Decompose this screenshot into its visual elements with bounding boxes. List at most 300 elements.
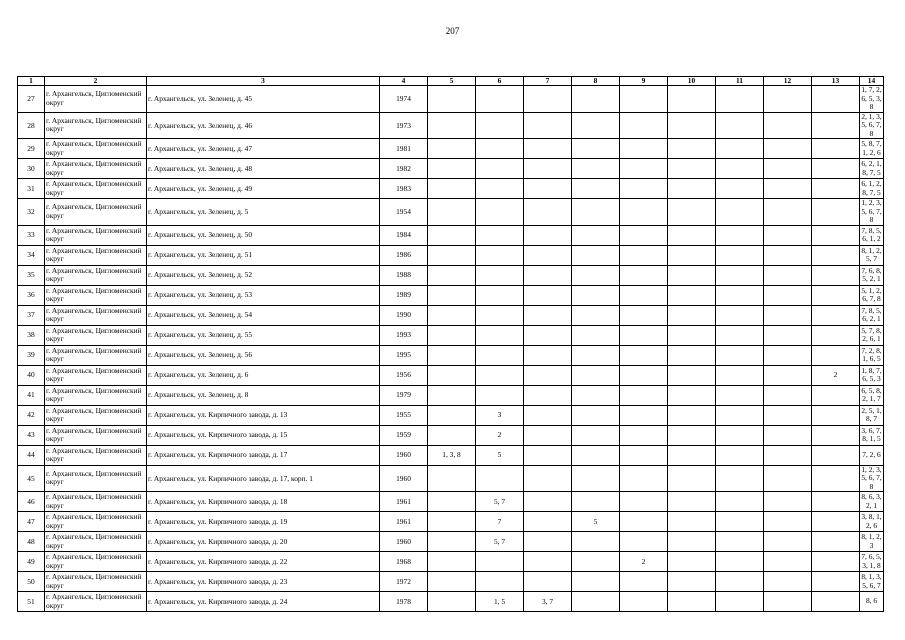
col9-cell (620, 245, 668, 265)
address-cell: г. Архангельск, ул. Зеленец, д. 54 (147, 305, 380, 325)
address-cell: г. Архангельск, ул. Кирпичного завода, д. 24 (147, 592, 380, 612)
col5-cell (428, 492, 476, 512)
col14-cell: 8, 1, 2, 3 (861, 532, 882, 550)
col8-cell (572, 445, 620, 465)
col9-cell (620, 179, 668, 199)
col11-cell (716, 265, 764, 285)
col11-cell (716, 445, 764, 465)
table-row (18, 265, 884, 285)
col13-cell: 2 (812, 365, 860, 385)
col7-cell (524, 245, 572, 265)
district-cell: г. Архангельск, Цигломенский округ (45, 199, 147, 226)
page-number: 207 (445, 26, 460, 36)
district-cell: г. Архангельск, Цигломенский округ (45, 365, 147, 385)
row-number: 46 (18, 492, 45, 512)
col14-cell: 3, 8, 1, 2, 6 (861, 512, 882, 530)
col9-cell (620, 265, 668, 285)
col8-cell (572, 139, 620, 159)
col11-cell (716, 385, 764, 405)
col10-cell (668, 345, 716, 365)
col10-cell (668, 245, 716, 265)
register-table (17, 76, 884, 612)
col6-cell: 5, 7 (476, 492, 524, 512)
col8-cell: 5 (572, 512, 620, 532)
col5-cell (428, 225, 476, 245)
col5-cell (428, 159, 476, 179)
col6-cell (476, 465, 524, 492)
col14-cell: 8, 6 (860, 592, 884, 612)
col6-cell (476, 86, 524, 113)
col9-cell (620, 385, 668, 405)
col6-cell: 2 (476, 425, 524, 445)
col7-cell (524, 179, 572, 199)
col11-cell (716, 139, 764, 159)
col9-cell (620, 139, 668, 159)
col11-cell (716, 405, 764, 425)
col8-cell (572, 305, 620, 325)
year-cell: 1973 (380, 112, 428, 139)
col7-cell (524, 139, 572, 159)
col8-cell (572, 225, 620, 245)
col11-cell (716, 492, 764, 512)
address-cell: г. Архангельск, ул. Зеленец, д. 52 (147, 265, 380, 285)
row-number: 38 (18, 325, 45, 345)
col6-cell (476, 345, 524, 365)
year-cell: 1955 (380, 405, 428, 425)
district-cell: г. Архангельск, Цигломенский округ (45, 112, 147, 139)
col14-cell: 8, 6, 3, 2, 1 (861, 492, 882, 510)
district-cell: г. Архангельск, Цигломенский округ (45, 285, 147, 305)
year-cell: 1979 (380, 385, 428, 405)
year-cell: 1959 (380, 425, 428, 445)
district-cell: г. Архангельск, Цигломенский округ (45, 532, 147, 552)
col10-cell (668, 225, 716, 245)
col14-cell: 7, 2, 6 (860, 445, 884, 465)
col10-cell (668, 265, 716, 285)
col10-cell (668, 465, 716, 492)
col12-cell (764, 365, 812, 385)
table-row (18, 405, 884, 425)
col6-cell (476, 385, 524, 405)
col11-cell (716, 305, 764, 325)
col5-cell (428, 465, 476, 492)
col8-cell (572, 345, 620, 365)
col6-cell (476, 552, 524, 572)
col10-cell (668, 512, 716, 532)
district-cell: г. Архангельск, Цигломенский округ (45, 465, 147, 492)
col12-cell (764, 325, 812, 345)
col5-cell (428, 112, 476, 139)
address-cell: г. Архангельск, ул. Кирпичного завода, д. 19 (147, 512, 380, 532)
district-cell: г. Архангельск, Цигломенский округ (45, 159, 147, 179)
year-cell: 1954 (380, 199, 428, 226)
col6-cell: 3 (476, 405, 524, 425)
col8-cell (572, 265, 620, 285)
year-cell: 1995 (380, 345, 428, 365)
col13-cell (812, 305, 860, 325)
col14-cell: 8, 1, 2, 5, 7 (861, 245, 882, 264)
address-cell: г. Архангельск, ул. Зеленец, д. 45 (147, 86, 380, 113)
col13-cell (812, 405, 860, 425)
col13-cell (812, 492, 860, 512)
col9-cell (620, 325, 668, 345)
col5-cell (428, 325, 476, 345)
col7-cell (524, 265, 572, 285)
row-number: 49 (18, 552, 45, 572)
col6-cell (476, 305, 524, 325)
col14-cell: 7, 8, 5, 6, 2, 1 (861, 305, 882, 324)
address-cell: г. Архангельск, ул. Кирпичного завода, д. 17, корп. 1 (147, 465, 380, 492)
col13-cell (812, 532, 860, 552)
col8-cell (572, 112, 620, 139)
col5-cell (428, 552, 476, 572)
table-row (18, 305, 884, 325)
col9-cell (620, 532, 668, 552)
col8-cell (572, 285, 620, 305)
col7-cell (524, 385, 572, 405)
col14-cell: 6, 2, 1, 8, 7, 5 (861, 159, 882, 177)
col5-cell: 1, 3, 8 (428, 445, 476, 465)
col10-cell (668, 425, 716, 445)
year-cell: 1961 (380, 512, 428, 532)
col9-cell (620, 405, 668, 425)
col6-cell: 1, 5 (476, 592, 524, 612)
col5-cell (428, 285, 476, 305)
table-row (18, 112, 884, 139)
col10-cell (668, 572, 716, 592)
col10-cell (668, 385, 716, 405)
year-cell: 1982 (380, 159, 428, 179)
col5-cell (428, 245, 476, 265)
col5-cell (428, 199, 476, 226)
column-header-3: 3 (147, 77, 380, 86)
col5-cell (428, 86, 476, 113)
year-cell: 1968 (380, 552, 428, 572)
col8-cell (572, 592, 620, 612)
address-cell: г. Архангельск, ул. Зеленец, д. 47 (147, 139, 380, 159)
col13-cell (812, 285, 860, 305)
row-number: 41 (18, 385, 45, 405)
district-cell: г. Архангельск, Цигломенский округ (45, 552, 147, 572)
col14-cell: 2, 1, 3, 5, 6, 7, 8 (861, 112, 882, 138)
row-number: 30 (18, 159, 45, 179)
col13-cell (812, 179, 860, 199)
row-number: 40 (18, 365, 45, 385)
col13-cell (812, 139, 860, 159)
col12-cell (764, 405, 812, 425)
col12-cell (764, 139, 812, 159)
col5-cell (428, 139, 476, 159)
col9-cell (620, 425, 668, 445)
row-number: 36 (18, 285, 45, 305)
column-header-4: 4 (380, 77, 428, 86)
address-cell: г. Архангельск, ул. Зеленец, д. 8 (147, 385, 380, 405)
col7-cell (524, 325, 572, 345)
col13-cell (812, 385, 860, 405)
col9-cell (620, 199, 668, 226)
district-cell: г. Архангельск, Цигломенский округ (45, 345, 147, 365)
col8-cell (572, 199, 620, 226)
col13-cell (812, 112, 860, 139)
col12-cell (764, 245, 812, 265)
col11-cell (716, 512, 764, 532)
address-cell: г. Архангельск, ул. Зеленец, д. 51 (147, 245, 380, 265)
row-number: 50 (18, 572, 45, 592)
district-cell: г. Архангельск, Цигломенский округ (45, 225, 147, 245)
col11-cell (716, 425, 764, 445)
col13-cell (812, 512, 860, 532)
table-row (18, 465, 884, 492)
col9-cell (620, 512, 668, 532)
col8-cell (572, 179, 620, 199)
col13-cell (812, 265, 860, 285)
table-row (18, 385, 884, 405)
column-header-9: 9 (620, 77, 668, 86)
address-cell: г. Архангельск, ул. Зеленец, д. 49 (147, 179, 380, 199)
year-cell: 1986 (380, 245, 428, 265)
column-header-5: 5 (428, 77, 476, 86)
year-cell: 1960 (380, 445, 428, 465)
col7-cell (524, 465, 572, 492)
col9-cell (620, 159, 668, 179)
col10-cell (668, 445, 716, 465)
col6-cell (476, 572, 524, 592)
col10-cell (668, 199, 716, 226)
col11-cell (716, 245, 764, 265)
row-number: 33 (18, 225, 45, 245)
col11-cell (716, 572, 764, 592)
row-number: 37 (18, 305, 45, 325)
col14-cell: 7, 6, 8, 5, 2, 1 (861, 265, 882, 284)
year-cell: 1984 (380, 225, 428, 245)
col11-cell (716, 86, 764, 113)
address-cell: г. Архангельск, ул. Кирпичного завода, д. 22 (147, 552, 380, 572)
table-row (18, 365, 884, 385)
col9-cell (620, 492, 668, 512)
table-row (18, 225, 884, 245)
col12-cell (764, 225, 812, 245)
col11-cell (716, 225, 764, 245)
col12-cell (764, 492, 812, 512)
col12-cell (764, 512, 812, 532)
table-row (18, 325, 884, 345)
address-cell: г. Архангельск, ул. Кирпичного завода, д. 23 (147, 572, 380, 592)
address-cell: г. Архангельск, ул. Зеленец, д. 56 (147, 345, 380, 365)
col9-cell (620, 112, 668, 139)
col7-cell (524, 425, 572, 445)
table-row (18, 552, 884, 572)
table-row (18, 86, 884, 113)
col12-cell (764, 445, 812, 465)
col14-cell: 1, 8, 7, 6, 5, 3 (861, 365, 882, 384)
row-number: 29 (18, 139, 45, 159)
col10-cell (668, 365, 716, 385)
col12-cell (764, 199, 812, 226)
col14-cell: 7, 2, 8, 1, 6, 5 (861, 345, 882, 364)
col14-cell: 8, 1, 3, 5, 6, 7 (861, 572, 882, 590)
col13-cell (812, 592, 860, 612)
col6-cell (476, 139, 524, 159)
year-cell: 1960 (380, 532, 428, 552)
table-body (18, 86, 884, 612)
col10-cell (668, 179, 716, 199)
address-cell: г. Архангельск, ул. Кирпичного завода, д. 20 (147, 532, 380, 552)
col12-cell (764, 345, 812, 365)
address-cell: г. Архангельск, ул. Зеленец, д. 6 (147, 365, 380, 385)
col7-cell (524, 112, 572, 139)
col5-cell (428, 345, 476, 365)
column-header-12: 12 (764, 77, 812, 86)
table-row (18, 245, 884, 265)
col14-cell: 2, 5, 1, 8, 7 (861, 405, 882, 424)
column-header-1: 1 (18, 77, 45, 86)
col6-cell: 5 (476, 445, 524, 465)
table-row (18, 285, 884, 305)
col13-cell (812, 465, 860, 492)
table-row (18, 592, 884, 612)
col10-cell (668, 305, 716, 325)
column-header-8: 8 (572, 77, 620, 86)
column-header-2: 2 (45, 77, 147, 86)
col10-cell (668, 285, 716, 305)
col13-cell (812, 572, 860, 592)
col10-cell (668, 492, 716, 512)
col10-cell (668, 405, 716, 425)
district-cell: г. Архангельск, Цигломенский округ (45, 86, 147, 113)
row-number: 51 (18, 592, 45, 612)
col6-cell: 7 (476, 512, 524, 532)
address-cell: г. Архангельск, ул. Кирпичного завода, д. 17 (147, 445, 380, 465)
col14-cell: 3, 6, 7, 8, 1, 5 (861, 425, 882, 444)
col5-cell (428, 572, 476, 592)
col8-cell (572, 405, 620, 425)
col10-cell (668, 86, 716, 113)
col12-cell (764, 305, 812, 325)
year-cell: 1988 (380, 265, 428, 285)
col9-cell (620, 445, 668, 465)
col9-cell (620, 86, 668, 113)
col13-cell (812, 552, 860, 572)
col11-cell (716, 325, 764, 345)
col12-cell (764, 179, 812, 199)
col8-cell (572, 159, 620, 179)
col7-cell (524, 305, 572, 325)
column-header-7: 7 (524, 77, 572, 86)
district-cell: г. Архангельск, Цигломенский округ (45, 592, 147, 612)
header-row (18, 77, 884, 86)
col6-cell (476, 225, 524, 245)
col8-cell (572, 325, 620, 345)
col12-cell (764, 159, 812, 179)
col8-cell (572, 385, 620, 405)
col6-cell (476, 285, 524, 305)
col9-cell (620, 465, 668, 492)
col10-cell (668, 532, 716, 552)
district-cell: г. Архангельск, Цигломенский округ (45, 445, 147, 465)
column-header-6: 6 (476, 77, 524, 86)
col8-cell (572, 532, 620, 552)
col7-cell: 3, 7 (524, 592, 572, 612)
district-cell: г. Архангельск, Цигломенский округ (45, 265, 147, 285)
col12-cell (764, 86, 812, 113)
col7-cell (524, 159, 572, 179)
col9-cell (620, 592, 668, 612)
column-header-10: 10 (668, 77, 716, 86)
row-number: 47 (18, 512, 45, 532)
col10-cell (668, 592, 716, 612)
col7-cell (524, 532, 572, 552)
col8-cell (572, 365, 620, 385)
year-cell: 1961 (380, 492, 428, 512)
row-number: 27 (18, 86, 45, 113)
col6-cell (476, 112, 524, 139)
col12-cell (764, 465, 812, 492)
col14-cell: 6, 1, 2, 8, 7, 5 (861, 179, 882, 197)
table-row (18, 572, 884, 592)
district-cell: г. Архангельск, Цигломенский округ (45, 139, 147, 159)
year-cell: 1993 (380, 325, 428, 345)
table-row (18, 345, 884, 365)
row-number: 39 (18, 345, 45, 365)
col6-cell (476, 365, 524, 385)
col14-cell: 5, 1, 2, 6, 7, 8 (861, 285, 882, 304)
col11-cell (716, 365, 764, 385)
column-header-14: 14 (860, 77, 884, 86)
year-cell: 1972 (380, 572, 428, 592)
col14-cell: 6, 5, 8, 2, 1, 7 (861, 385, 882, 404)
col11-cell (716, 199, 764, 226)
col13-cell (812, 199, 860, 226)
col10-cell (668, 159, 716, 179)
col7-cell (524, 86, 572, 113)
col7-cell (524, 199, 572, 226)
year-cell: 1983 (380, 179, 428, 199)
col5-cell (428, 512, 476, 532)
col8-cell (572, 245, 620, 265)
row-number: 44 (18, 445, 45, 465)
col14-cell: 1, 2, 3, 5, 6, 7, 8 (861, 198, 882, 225)
col13-cell (812, 445, 860, 465)
col7-cell (524, 492, 572, 512)
col9-cell (620, 572, 668, 592)
col8-cell (572, 425, 620, 445)
col12-cell (764, 572, 812, 592)
district-cell: г. Архангельск, Цигломенский округ (45, 572, 147, 592)
col6-cell (476, 245, 524, 265)
district-cell: г. Архангельск, Цигломенский округ (45, 305, 147, 325)
col13-cell (812, 425, 860, 445)
col7-cell (524, 445, 572, 465)
col8-cell (572, 572, 620, 592)
col5-cell (428, 425, 476, 445)
col12-cell (764, 385, 812, 405)
col7-cell (524, 365, 572, 385)
district-cell: г. Архангельск, Цигломенский округ (45, 405, 147, 425)
col13-cell (812, 245, 860, 265)
col13-cell (812, 325, 860, 345)
address-cell: г. Архангельск, ул. Зеленец, д. 46 (147, 112, 380, 139)
col13-cell (812, 225, 860, 245)
col7-cell (524, 405, 572, 425)
col13-cell (812, 345, 860, 365)
address-cell: г. Архангельск, ул. Кирпичного завода, д. 13 (147, 405, 380, 425)
district-cell: г. Архангельск, Цигломенский округ (45, 492, 147, 512)
col7-cell (524, 345, 572, 365)
column-header-13: 13 (812, 77, 860, 86)
address-cell: г. Архангельск, ул. Зеленец, д. 48 (147, 159, 380, 179)
row-number: 31 (18, 179, 45, 199)
col10-cell (668, 112, 716, 139)
